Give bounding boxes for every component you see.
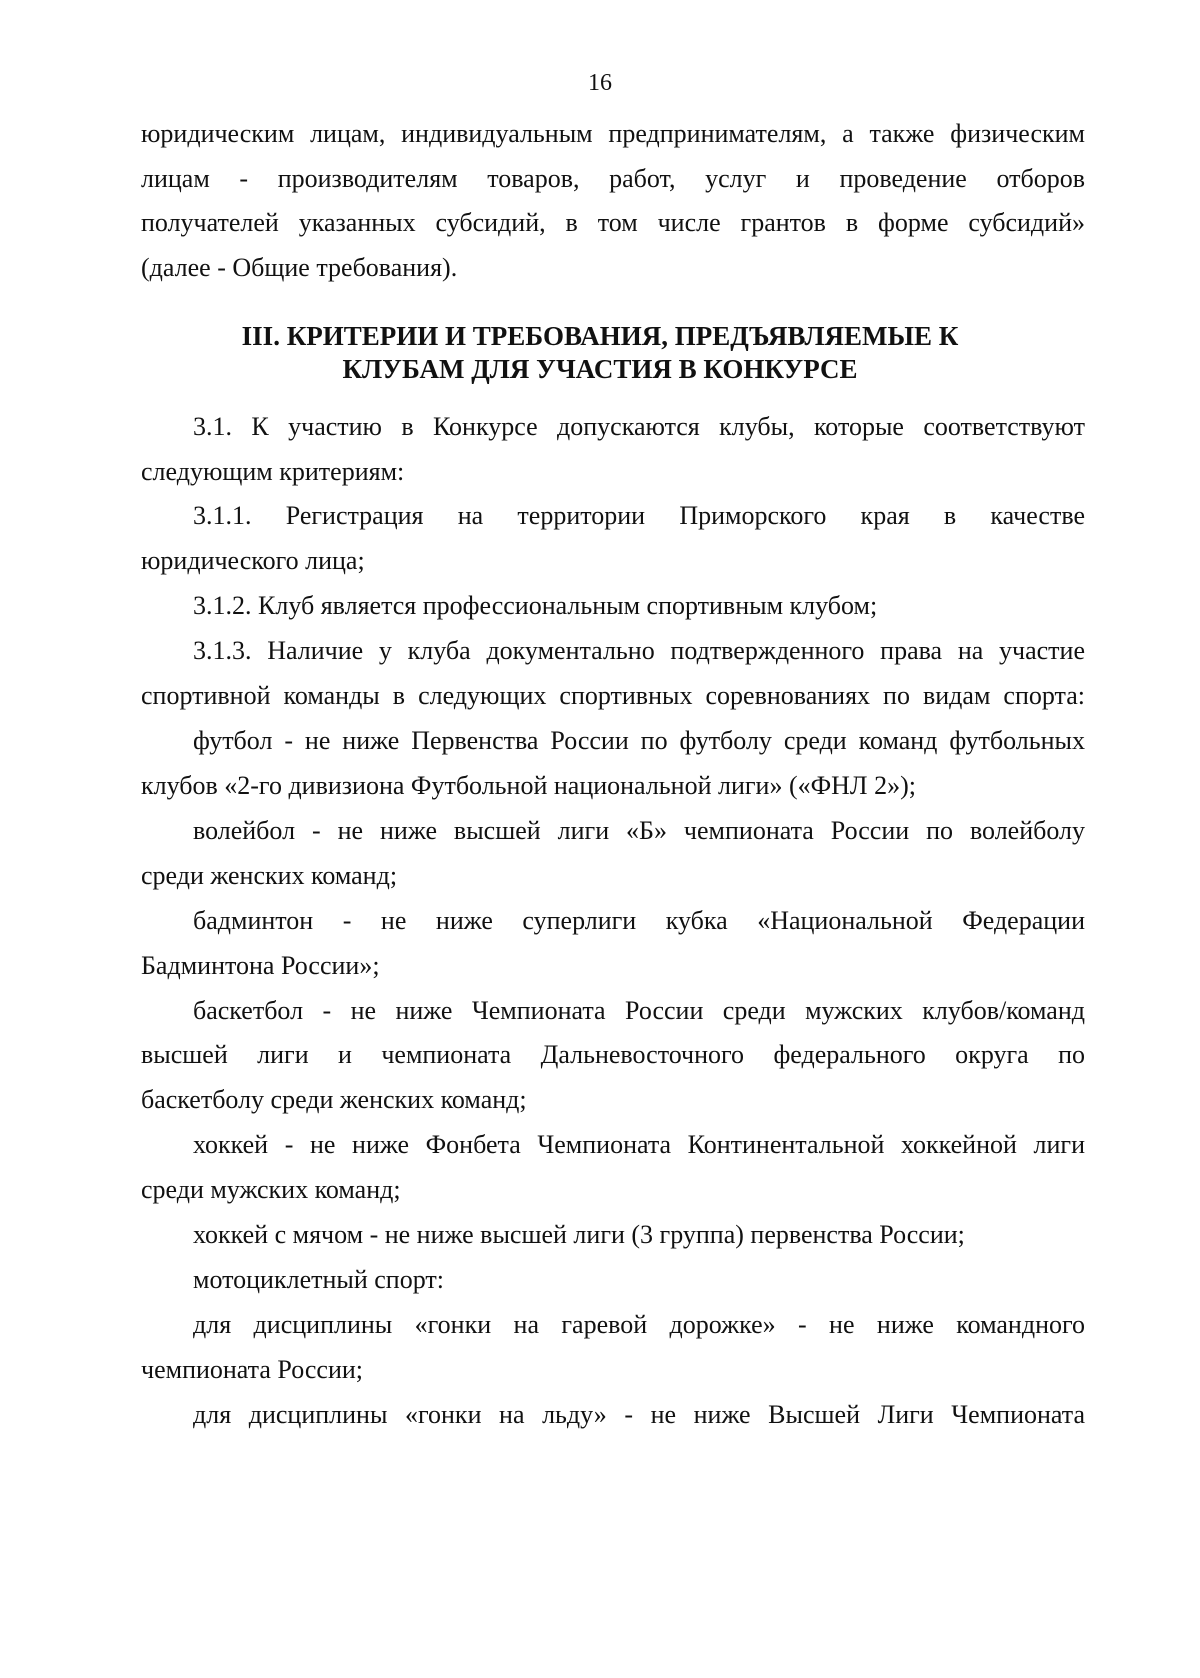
paragraph-line: футбол - не ниже Первенства России по футболу среди команд футбольных (193, 726, 1085, 755)
paragraph-line: хоккей с мячом - не ниже высшей лиги (3 группа) первенства России; (193, 1220, 965, 1249)
paragraph-line: клубов «2-го дивизиона Футбольной национальной лиги» («ФНЛ 2»); (141, 771, 916, 800)
intro-line: (далее - Общие требования). (141, 253, 458, 282)
intro-line: юридическим лицам, индивидуальным предпринимателям, а также физическим (141, 119, 1085, 148)
page-number: 16 (588, 70, 612, 96)
paragraph-line: среди мужских команд; (141, 1175, 401, 1204)
paragraph-line: хоккей - не ниже Фонбета Чемпионата Континентальной хоккейной лиги (193, 1130, 1085, 1159)
paragraph-line: баскетбол - не ниже Чемпионата России среди мужских клубов/команд (193, 996, 1085, 1025)
paragraph-line: для дисциплины «гонки на льду» - не ниже Высшей Лиги Чемпионата (193, 1400, 1085, 1429)
paragraph-line: 3.1.1. Регистрация на территории Приморского края в качестве (193, 501, 1085, 530)
paragraph-line: спортивной команды в следующих спортивных соревнованиях по видам спорта: (141, 681, 1085, 710)
paragraph-line: 3.1.3. Наличие у клуба документально подтвержденного права на участие (193, 636, 1085, 665)
paragraph-line: среди женских команд; (141, 861, 398, 890)
paragraph-line: следующим критериям: (141, 457, 405, 486)
paragraph-line: баскетболу среди женских команд; (141, 1085, 527, 1114)
paragraph-line: волейбол - не ниже высшей лиги «Б» чемпионата России по волейболу (193, 816, 1085, 845)
paragraph-line: мотоциклетный спорт: (193, 1265, 444, 1294)
paragraph-line: чемпионата России; (141, 1355, 363, 1384)
intro-line: лицам - производителям товаров, работ, услуг и проведение отборов (141, 164, 1085, 193)
paragraph-line: 3.1. К участию в Конкурсе допускаются клубы, которые соответствуют (193, 412, 1085, 441)
paragraph-line: Бадминтона России»; (141, 951, 380, 980)
section-heading-line: III. КРИТЕРИИ И ТРЕБОВАНИЯ, ПРЕДЪЯВЛЯЕМЫЕ К (241, 321, 959, 351)
paragraph-line: юридического лица; (141, 546, 365, 575)
paragraph-line: высшей лиги и чемпионата Дальневосточного федерального округа по (141, 1040, 1085, 1069)
paragraph-line: для дисциплины «гонки на гаревой дорожке» - не ниже командного (193, 1310, 1085, 1339)
intro-line: получателей указанных субсидий, в том числе грантов в форме субсидий» (141, 208, 1085, 237)
section-heading-line: КЛУБАМ ДЛЯ УЧАСТИЯ В КОНКУРСЕ (342, 354, 858, 384)
paragraph-line: бадминтон - не ниже суперлиги кубка «Национальной Федерации (193, 906, 1085, 935)
paragraph-line: 3.1.2. Клуб является профессиональным спортивным клубом; (193, 591, 878, 620)
